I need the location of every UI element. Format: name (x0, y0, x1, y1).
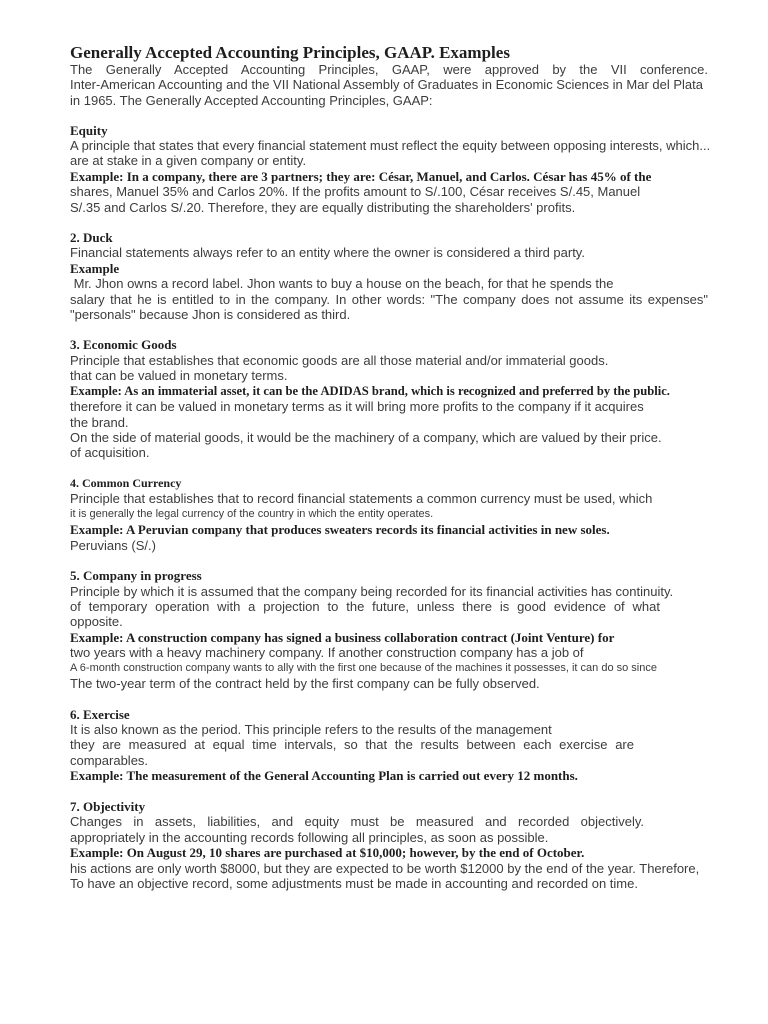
example-text: A 6-month construction company wants to ally with the first one because of the machines it possesses, it can do so since (70, 662, 657, 674)
example-text: "personals" because Jhon is considered as third. (70, 307, 351, 322)
example-text: salary that he is entitled to in the company. In other words: "The company does not assume its expenses" (70, 292, 708, 307)
section-heading-objectivity: 7. Objectivity (70, 799, 146, 814)
intro-line: The Generally Accepted Accounting Principles, GAAP, were approved by the VII conference. (70, 62, 708, 77)
section-text: comparables. (70, 753, 149, 768)
example-text: the brand. (70, 415, 129, 430)
section-text: opposite. (70, 614, 123, 629)
example-text: S/.35 and Carlos S/.20. Therefore, they are equally distributing the shareholders' profits. (70, 200, 576, 215)
example-text: Mr. Jhon owns a record label. Jhon wants to buy a house on the beach, for that he spends the (70, 276, 614, 291)
example-label: Example: The measurement of the General Accounting Plan is carried out every 12 months. (70, 768, 578, 783)
section-text: that can be valued in monetary terms. (70, 368, 288, 383)
section-text: It is also known as the period. This principle refers to the results of the management (70, 722, 552, 737)
section-text: A principle that states that every financial statement must reflect the equity between opposing interests, which... (70, 138, 711, 153)
section-text: of temporary operation with a projection to the future, unless there is good evidence of what (70, 599, 660, 614)
example-label: Example (70, 261, 120, 276)
example-label: Example: A Peruvian company that produces sweaters records its financial activities in new soles. (70, 522, 610, 537)
example-text: To have an objective record, some adjustments must be made in accounting and recorded on time. (70, 876, 638, 891)
example-text: his actions are only worth $8000, but they are expected to be worth $12000 by the end of the year. Therefore, (70, 861, 700, 876)
example-label: Example: On August 29, 10 shares are purchased at $10,000; however, by the end of October. (70, 845, 585, 860)
intro-line: Inter-American Accounting and the VII National Assembly of Graduates in Economic Sciences in Mar del Plata (70, 77, 703, 92)
example-text: shares, Manuel 35% and Carlos 20%. If the profits amount to S/.100, César receives S/.45, Manuel (70, 184, 641, 199)
example-label: Example: In a company, there are 3 partners; they are: César, Manuel, and Carlos. César has 45% of the (70, 169, 652, 184)
section-text: Changes in assets, liabilities, and equity must be measured and recorded objectively. (70, 814, 644, 829)
example-label: Example: As an immaterial asset, it can be the ADIDAS brand, which is recognized and preferred by the public. (70, 384, 670, 398)
section-heading-duck: 2. Duck (70, 230, 113, 245)
section-heading-company-in-progress: 5. Company in progress (70, 568, 202, 583)
section-text: it is generally the legal currency of the country in which the entity operates. (70, 508, 434, 520)
section-text: Principle that establishes that to record financial statements a common currency must be used, which (70, 491, 653, 506)
section-text: Principle by which it is assumed that the company being recorded for its financial activities has continuity. (70, 584, 674, 599)
section-heading-common-currency: 4. Common Currency (70, 476, 182, 490)
section-heading-equity: Equity (70, 123, 108, 138)
example-text: The two-year term of the contract held by the first company can be fully observed. (70, 676, 540, 691)
page-title: Generally Accepted Accounting Principles, GAAP. Examples (70, 43, 510, 62)
section-text: Principle that establishes that economic goods are all those material and/or immaterial goods. (70, 353, 609, 368)
example-text: of acquisition. (70, 445, 150, 460)
intro-line: in 1965. The Generally Accepted Accounting Principles, GAAP: (70, 93, 433, 108)
example-label: Example: A construction company has signed a business collaboration contract (Joint Venture) for (70, 630, 615, 645)
section-text: they are measured at equal time intervals, so that the results between each exercise are (70, 737, 634, 752)
example-text: On the side of material goods, it would be the machinery of a company, which are valued by their price. (70, 430, 662, 445)
example-text: two years with a heavy machinery company. If another construction company has a job of (70, 645, 584, 660)
section-heading-exercise: 6. Exercise (70, 707, 130, 722)
section-heading-economic-goods: 3. Economic Goods (70, 337, 177, 352)
section-text: appropriately in the accounting records following all principles, as soon as possible. (70, 830, 549, 845)
example-text: Peruvians (S/.) (70, 538, 156, 553)
section-text: are at stake in a given company or entity. (70, 153, 307, 168)
section-text: Financial statements always refer to an entity where the owner is considered a third party. (70, 245, 585, 260)
example-text: therefore it can be valued in monetary terms as it will bring more profits to the company if it acquires (70, 399, 644, 414)
